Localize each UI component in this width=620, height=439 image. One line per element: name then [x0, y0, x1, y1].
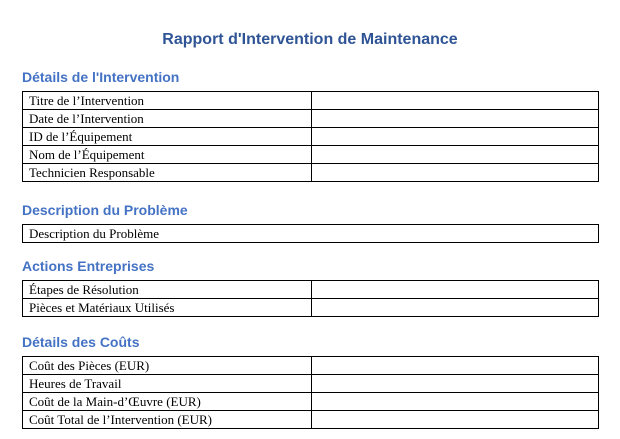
- table-row: [23, 225, 599, 243]
- field-label: ID de l’Équipement: [23, 128, 312, 146]
- field-label: Technicien Responsable: [23, 164, 312, 182]
- field-label: Titre de l’Intervention: [23, 92, 312, 110]
- field-label: Nom de l’Équipement: [23, 146, 312, 164]
- total-cost-field[interactable]: [312, 411, 599, 429]
- section-heading-couts: Détails des Coûts: [22, 334, 140, 350]
- field-label: Pièces et Matériaux Utilisés: [23, 299, 312, 317]
- field-label: Date de l’Intervention: [23, 110, 312, 128]
- problem-description-table: [22, 224, 599, 243]
- table-row: [23, 299, 599, 317]
- parts-materials-field[interactable]: [312, 299, 599, 317]
- section-heading-probleme: Description du Problème: [22, 202, 188, 218]
- cost-details-table: [22, 356, 599, 429]
- labor-cost-field[interactable]: [312, 393, 599, 411]
- field-label: Étapes de Résolution: [23, 281, 312, 299]
- equipment-id-field[interactable]: [312, 128, 599, 146]
- table-row: [23, 393, 599, 411]
- field-label: Heures de Travail: [23, 375, 312, 393]
- intervention-details-table: [22, 91, 599, 182]
- table-row: [23, 92, 599, 110]
- resolution-steps-field[interactable]: [312, 281, 599, 299]
- report-title: Rapport d'Intervention de Maintenance: [162, 31, 458, 48]
- actions-table: [22, 280, 599, 317]
- parts-cost-field[interactable]: [312, 357, 599, 375]
- technician-field[interactable]: [312, 164, 599, 182]
- table-row: [23, 411, 599, 429]
- field-label: Coût Total de l’Intervention (EUR): [23, 411, 312, 429]
- table-row: [23, 110, 599, 128]
- labor-hours-field[interactable]: [312, 375, 599, 393]
- table-row: [23, 128, 599, 146]
- problem-description-field[interactable]: Description du Problème: [23, 225, 599, 243]
- table-row: [23, 375, 599, 393]
- field-label: Coût de la Main-d’Œuvre (EUR): [23, 393, 312, 411]
- section-heading-intervention: Détails de l'Intervention: [22, 69, 180, 85]
- table-row: [23, 281, 599, 299]
- table-row: [23, 357, 599, 375]
- intervention-date-field[interactable]: [312, 110, 599, 128]
- table-row: [23, 146, 599, 164]
- table-row: [23, 164, 599, 182]
- intervention-title-field[interactable]: [312, 92, 599, 110]
- field-label: Coût des Pièces (EUR): [23, 357, 312, 375]
- section-heading-actions: Actions Entreprises: [22, 258, 155, 274]
- equipment-name-field[interactable]: [312, 146, 599, 164]
